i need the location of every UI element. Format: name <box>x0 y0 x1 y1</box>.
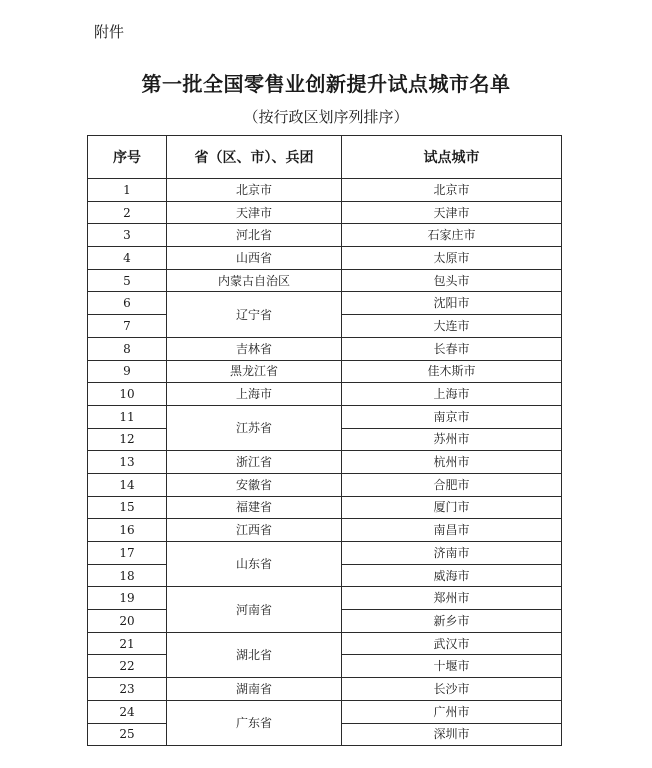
serial-number-cell: 3 <box>88 224 167 247</box>
province-cell: 安徽省 <box>167 473 342 496</box>
serial-number-cell: 25 <box>88 723 167 746</box>
serial-number-cell: 21 <box>88 632 167 655</box>
table-row <box>88 542 562 565</box>
table-row <box>88 519 562 542</box>
table-body <box>88 179 562 746</box>
serial-number-cell: 20 <box>88 610 167 633</box>
pilot-city-cell: 大连市 <box>342 315 562 338</box>
attachment-label: 附件 <box>94 23 125 41</box>
serial-number-cell: 12 <box>88 428 167 451</box>
serial-number-cell: 8 <box>88 337 167 360</box>
table-row <box>88 700 562 723</box>
pilot-city-cell: 包头市 <box>342 269 562 292</box>
header-province: 省（区、市）、兵团 <box>167 136 342 179</box>
pilot-city-cell: 长春市 <box>342 337 562 360</box>
pilot-city-cell: 石家庄市 <box>342 224 562 247</box>
province-cell: 浙江省 <box>167 451 342 474</box>
serial-number-cell: 19 <box>88 587 167 610</box>
pilot-city-cell: 沈阳市 <box>342 292 562 315</box>
table-row <box>88 269 562 292</box>
province-cell: 辽宁省 <box>167 292 342 337</box>
pilot-city-cell: 长沙市 <box>342 678 562 701</box>
pilot-city-cell: 郑州市 <box>342 587 562 610</box>
table-row <box>88 337 562 360</box>
serial-number-cell: 2 <box>88 201 167 224</box>
table-row <box>88 451 562 474</box>
pilot-city-cell: 武汉市 <box>342 632 562 655</box>
header-pilot-city: 试点城市 <box>342 136 562 179</box>
province-cell: 内蒙古自治区 <box>167 269 342 292</box>
serial-number-cell: 4 <box>88 247 167 270</box>
pilot-city-cell: 合肥市 <box>342 473 562 496</box>
province-cell: 江西省 <box>167 519 342 542</box>
pilot-city-cell: 威海市 <box>342 564 562 587</box>
pilot-city-cell: 北京市 <box>342 179 562 202</box>
pilot-city-cell: 杭州市 <box>342 451 562 474</box>
pilot-city-cell: 佳木斯市 <box>342 360 562 383</box>
province-cell: 山东省 <box>167 542 342 587</box>
province-cell: 湖南省 <box>167 678 342 701</box>
province-cell: 天津市 <box>167 201 342 224</box>
pilot-city-cell: 天津市 <box>342 201 562 224</box>
serial-number-cell: 9 <box>88 360 167 383</box>
serial-number-cell: 11 <box>88 405 167 428</box>
pilot-city-cell: 厦门市 <box>342 496 562 519</box>
table-row <box>88 587 562 610</box>
pilot-city-cell: 济南市 <box>342 542 562 565</box>
table-row <box>88 292 562 315</box>
pilot-city-cell: 广州市 <box>342 700 562 723</box>
serial-number-cell: 17 <box>88 542 167 565</box>
province-cell: 河南省 <box>167 587 342 632</box>
table-row <box>88 179 562 202</box>
province-cell: 上海市 <box>167 383 342 406</box>
table-row <box>88 247 562 270</box>
table-row <box>88 678 562 701</box>
table-row <box>88 360 562 383</box>
table-row <box>88 632 562 655</box>
province-cell: 江苏省 <box>167 405 342 450</box>
serial-number-cell: 18 <box>88 564 167 587</box>
province-cell: 黑龙江省 <box>167 360 342 383</box>
table-row <box>88 201 562 224</box>
pilot-city-cell: 十堰市 <box>342 655 562 678</box>
serial-number-cell: 24 <box>88 700 167 723</box>
serial-number-cell: 10 <box>88 383 167 406</box>
serial-number-cell: 22 <box>88 655 167 678</box>
serial-number-cell: 13 <box>88 451 167 474</box>
province-cell: 广东省 <box>167 700 342 745</box>
province-cell: 福建省 <box>167 496 342 519</box>
pilot-city-cell: 苏州市 <box>342 428 562 451</box>
table-row <box>88 405 562 428</box>
table-row <box>88 496 562 519</box>
serial-number-cell: 16 <box>88 519 167 542</box>
serial-number-cell: 14 <box>88 473 167 496</box>
province-cell: 吉林省 <box>167 337 342 360</box>
pilot-city-cell: 南昌市 <box>342 519 562 542</box>
page-subtitle: （按行政区划序列排序） <box>243 108 409 126</box>
serial-number-cell: 1 <box>88 179 167 202</box>
serial-number-cell: 15 <box>88 496 167 519</box>
serial-number-cell: 5 <box>88 269 167 292</box>
page-title: 第一批全国零售业创新提升试点城市名单 <box>141 72 511 96</box>
province-cell: 北京市 <box>167 179 342 202</box>
pilot-city-table <box>87 135 562 746</box>
pilot-city-cell: 新乡市 <box>342 610 562 633</box>
serial-number-cell: 6 <box>88 292 167 315</box>
pilot-city-cell: 南京市 <box>342 405 562 428</box>
table-row <box>88 473 562 496</box>
pilot-city-cell: 太原市 <box>342 247 562 270</box>
province-cell: 河北省 <box>167 224 342 247</box>
table-header-row <box>88 136 562 179</box>
pilot-city-cell: 深圳市 <box>342 723 562 746</box>
table-row <box>88 383 562 406</box>
province-cell: 湖北省 <box>167 632 342 677</box>
province-cell: 山西省 <box>167 247 342 270</box>
serial-number-cell: 23 <box>88 678 167 701</box>
pilot-city-cell: 上海市 <box>342 383 562 406</box>
table-row <box>88 224 562 247</box>
serial-number-cell: 7 <box>88 315 167 338</box>
header-serial-number: 序号 <box>88 136 167 179</box>
